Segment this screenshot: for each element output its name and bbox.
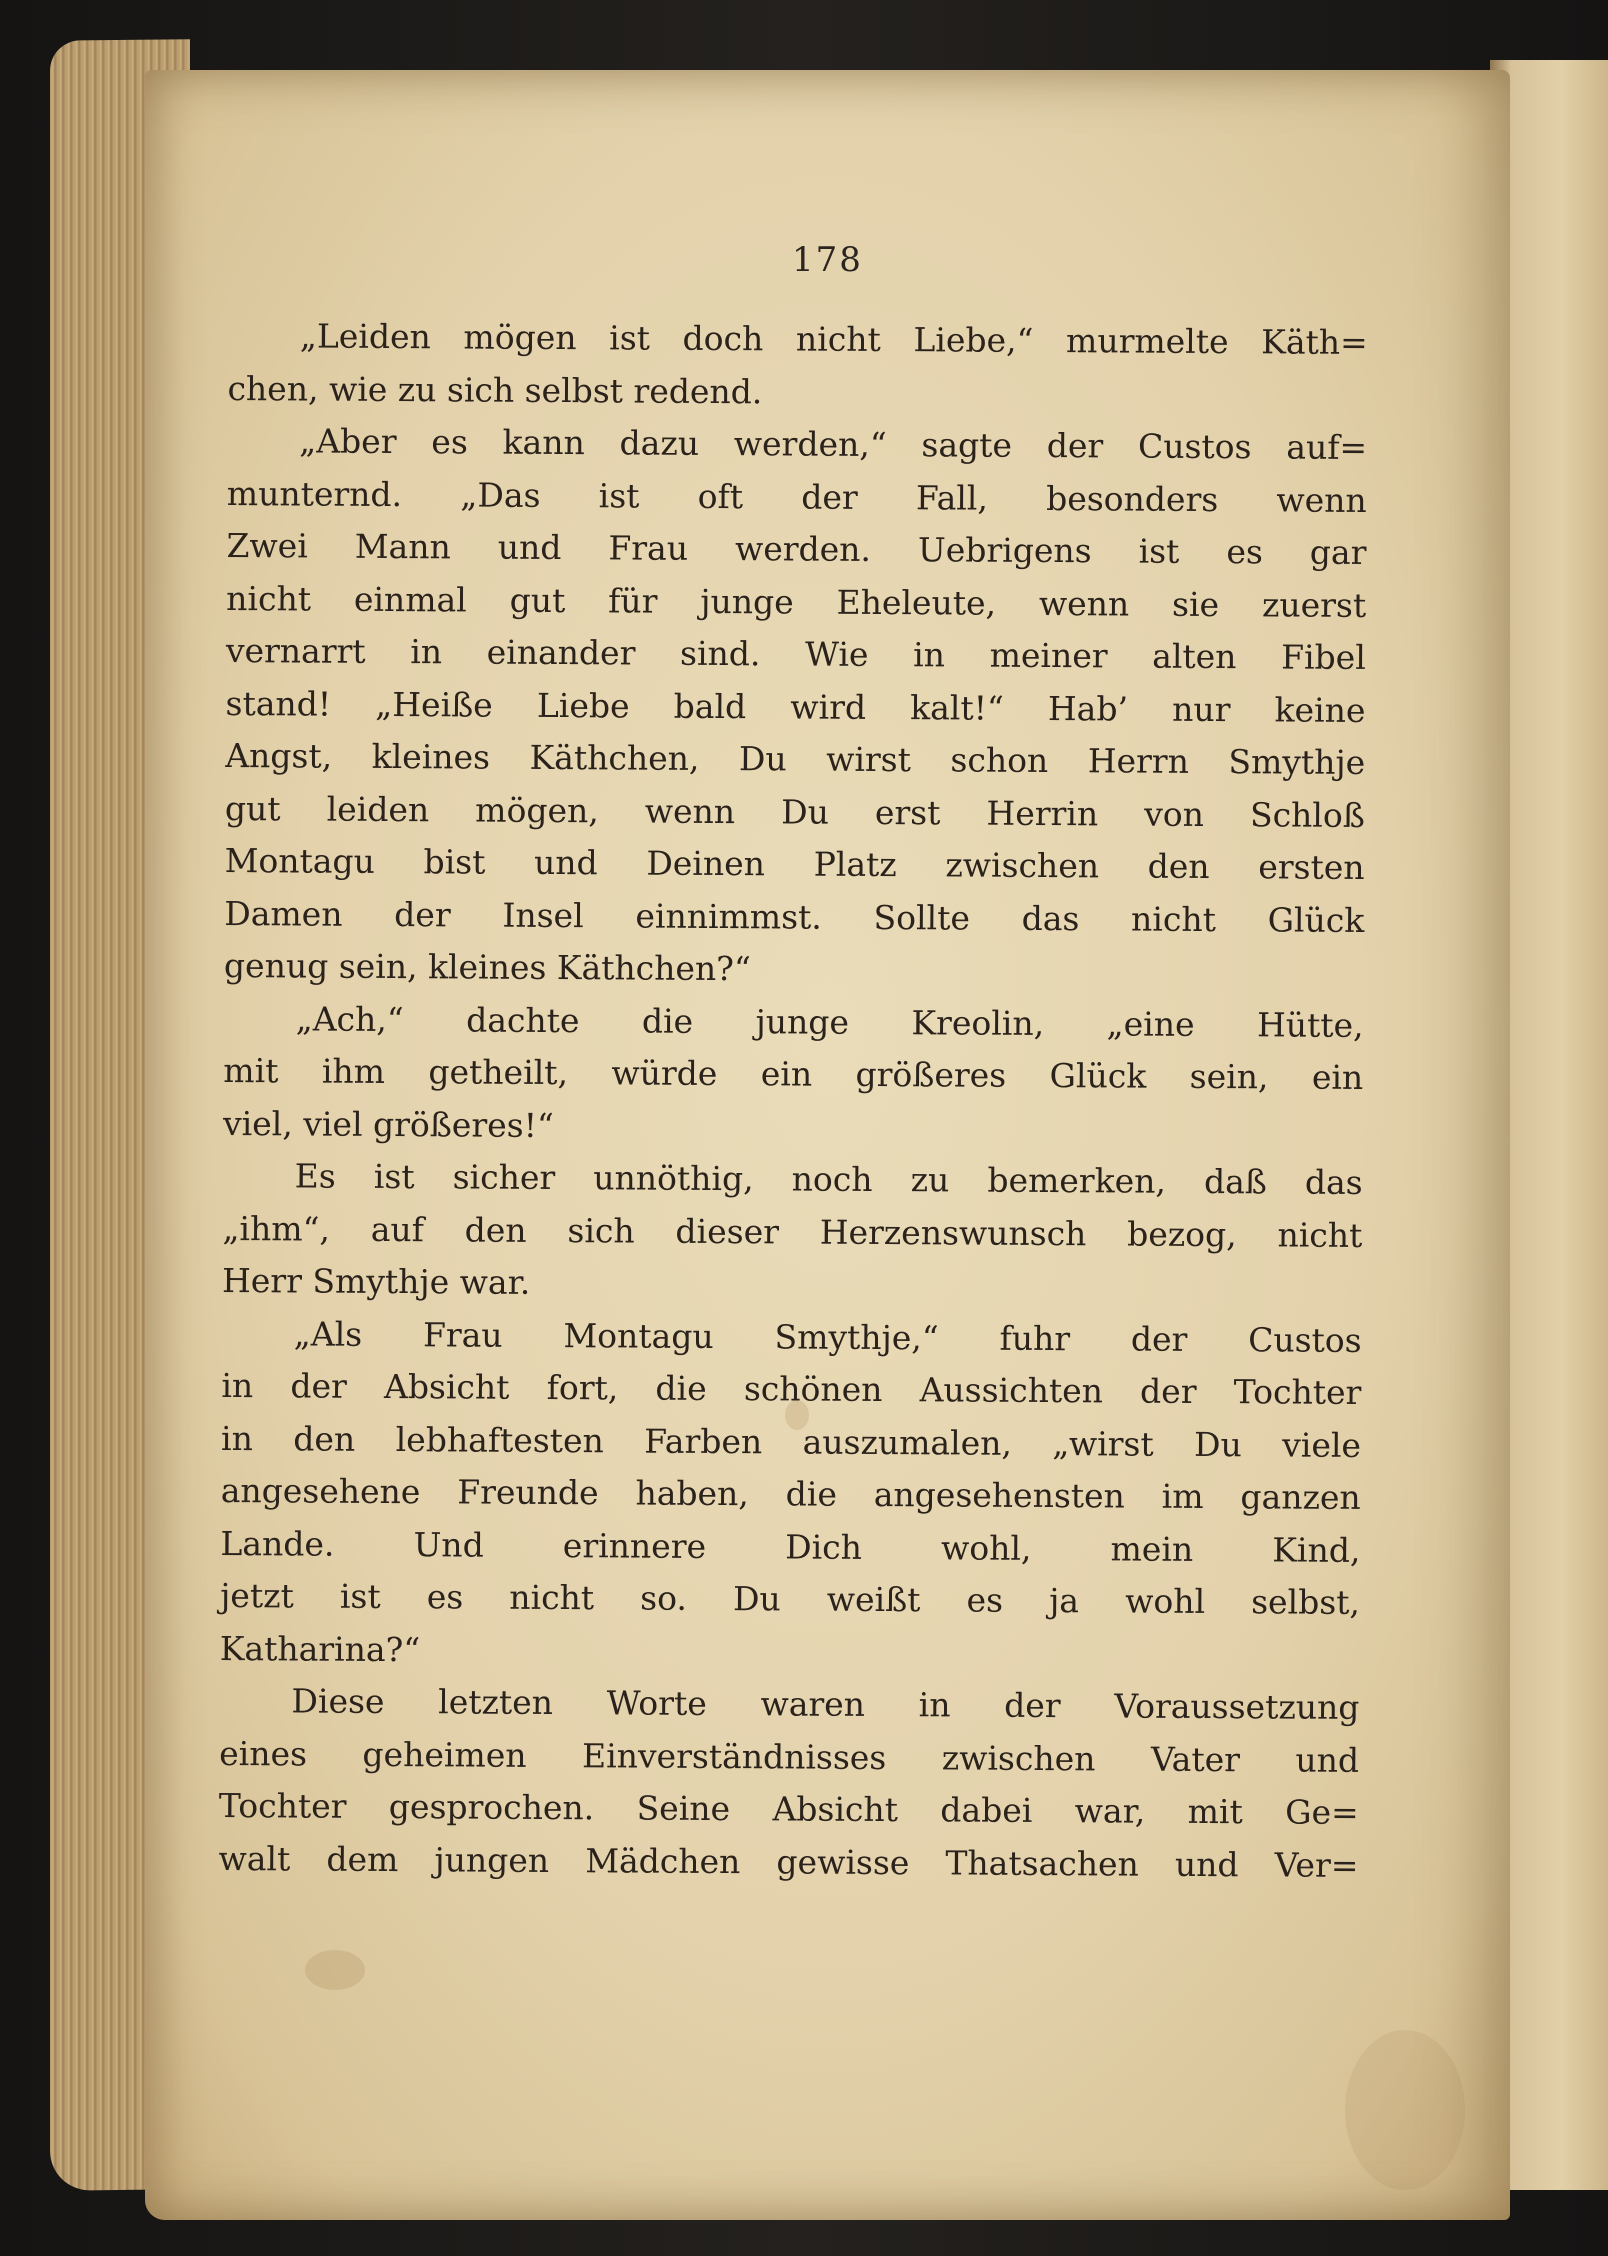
- text-line: eines geheimen Einverständnisses zwischen Vater und: [219, 1733, 1360, 1780]
- text-line: „Ach,“ dachte die junge Kreolin, „eine Hütte,: [295, 998, 1364, 1045]
- text-line: nicht einmal gut für junge Eheleute, wenn sie zuerst: [226, 578, 1367, 625]
- text-line: Es ist sicher unnöthig, noch zu bemerken, daß das: [294, 1156, 1363, 1202]
- text-line: Tochter gesprochen. Seine Absicht dabei war, mit Ge=: [218, 1785, 1359, 1832]
- text-line: Herr Smythje war.: [221, 1260, 531, 1302]
- text-line: vernarrt in einander sind. Wie in meiner alten Fibel: [225, 630, 1366, 677]
- text-line: „ihm“, auf den sich dieser Herzenswunsch bezog, nicht: [222, 1208, 1363, 1255]
- text-line: in den lebhaftesten Farben auszumalen, „wirst Du viele: [220, 1418, 1362, 1465]
- text-line: viel, viel größeres!“: [222, 1103, 554, 1145]
- text-line: Lande. Und erinnere Dich wohl, mein Kind,: [220, 1523, 1361, 1570]
- text-line: walt dem jungen Mädchen gewisse Thatsachen und Ver=: [218, 1838, 1359, 1885]
- text-line: mit ihm getheilt, würde ein größeres Glück sein, ein: [223, 1050, 1364, 1097]
- page-number: 178: [792, 240, 863, 280]
- text-line: munternd. „Das ist oft der Fall, besonders wenn: [226, 473, 1367, 520]
- text-line: Katharina?“: [219, 1628, 421, 1669]
- text-line: Angst, kleines Käthchen, Du wirst schon Herrn Smythje: [225, 735, 1366, 782]
- paper-stain: [1345, 2030, 1465, 2190]
- text-line: stand! „Heiße Liebe bald wird kalt!“ Hab’ nur keine: [225, 683, 1366, 730]
- text-line: Zwei Mann und Frau werden. Uebrigens ist es gar: [226, 525, 1367, 572]
- text-line: in der Absicht fort, die schönen Aussichten der Tochter: [221, 1365, 1362, 1412]
- paper-stain: [305, 1950, 365, 1990]
- text-line: „Als Frau Montagu Smythje,“ fuhr der Custos: [293, 1313, 1362, 1360]
- text-line: angesehene Freunde haben, die angesehensten im ganzen: [220, 1470, 1361, 1517]
- body-text: [218, 310, 1368, 1892]
- text-line: gut leiden mögen, wenn Du erst Herrin von Schloß: [224, 788, 1365, 835]
- text-line: „Aber es kann dazu werden,“ sagte der Custos auf=: [299, 421, 1368, 467]
- text-line: jetzt ist es nicht so. Du weißt es ja wohl selbst,: [220, 1575, 1361, 1622]
- text-line: „Leiden mögen ist doch nicht Liebe,“ murmelte Käth=: [299, 316, 1368, 362]
- text-line: chen, wie zu sich selbst redend.: [227, 368, 763, 411]
- text-line: genug sein, kleines Käthchen?“: [223, 945, 751, 989]
- text-line: Damen der Insel einnimmst. Sollte das nicht Glück: [224, 893, 1365, 940]
- text-line: Montagu bist und Deinen Platz zwischen den ersten: [224, 840, 1365, 887]
- text-line: Diese letzten Worte waren in der Voraussetzung: [291, 1681, 1360, 1727]
